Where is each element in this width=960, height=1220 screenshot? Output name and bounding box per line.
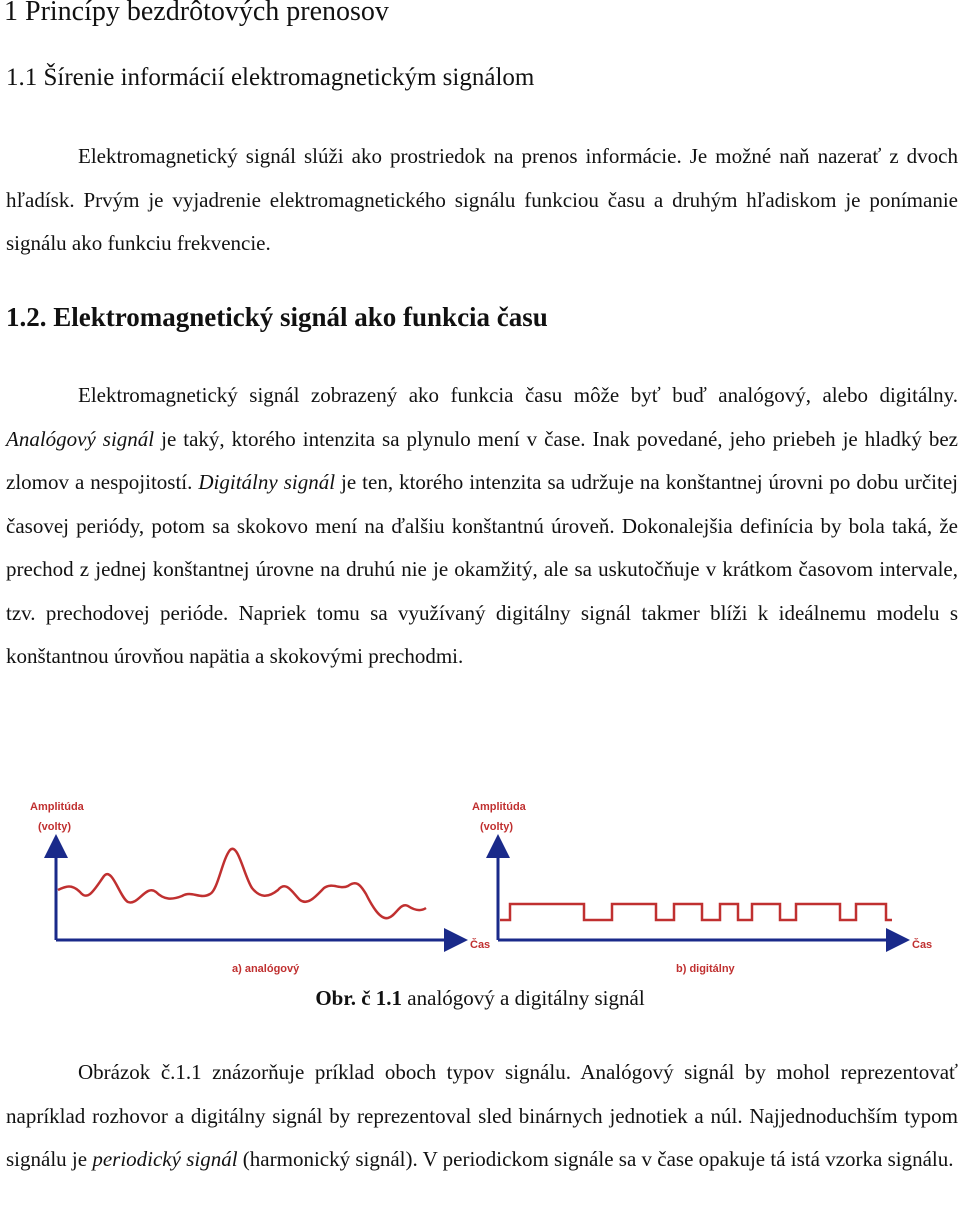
chapter-heading: 1 Princípy bezdrôtových prenosov [4,0,389,27]
figure-caption-number: Obr. č 1.1 [315,986,403,1010]
figure-caption [0,986,960,1011]
section-heading: 1.1 Šírenie informácií elektromagnetickým signálom [6,64,535,91]
description-text-1: Obrázok č.1.1 znázorňuje príklad oboch typov signálu. Analógový signál by mohol reprezentovať napríklad rozhovor a digitálny signál by reprezentoval sled binárnych jednotiek a núl. Najjednoduchším typom signálu je [6,1060,958,1171]
digital-ylabel: Amplitúda [472,801,526,813]
analog-xlabel: Čas [470,939,491,951]
figure-description-paragraph [6,1051,958,1182]
digital-xlabel: Čas [912,939,933,951]
digital-plot [472,801,932,975]
analog-term: Analógový signál [6,426,155,451]
signal-text-3: je ten, ktorého intenzita sa udržuje na konštantnej úrovni po dobu určitej časovej periódy, potom sa skokovo mení na ďalšiu konštantnú úroveň. Dokonalejšia definícia by bola taká, že prechod z jednej konštantnej úrovne na druhú nie je okamžitý, ale sa uskutočňuje v krátkom časovom intervale, tzv. prechodovej perióde. Napriek tomu sa využívaný digitálny signál takmer blíži k ideálnemu modelu s konštantnou úrovňou napätia a skokovými prechodmi. [6,470,958,668]
subsection-heading: 1.2. Elektromagnetický signál ako funkcia času [6,302,548,332]
analog-signal-curve [58,849,426,918]
intro-text: Elektromagnetický signál slúži ako prostriedok na prenos informácie. Je možné naň nazerať z dvoch hľadísk. Prvým je vyjadrenie elektromagnetického signálu funkciou času a druhým hľadiskom je ponímanie signálu ako funkciu frekvencie. [6,144,958,255]
analog-ylabel-unit: (volty) [38,821,71,833]
digital-ylabel-unit: (volty) [480,821,513,833]
analog-ylabel: Amplitúda [30,801,84,813]
signal-text-2: je taký, ktorého intenzita sa plynulo mení v čase. Inak povedané, jeho priebeh je hladký bez zlomov a nespojitostí. [6,426,958,494]
signal-paragraph [6,374,958,679]
signal-figure [0,780,960,980]
description-text-2: (harmonický signál). V periodickom signále sa v čase opakuje tá istá vzorka signálu. [237,1147,954,1171]
periodic-term: periodický signál [92,1147,238,1171]
intro-paragraph [6,135,958,266]
analog-plot [30,801,490,975]
digital-term: Digitálny signál [198,470,336,494]
digital-caption: b) digitálny [676,963,735,975]
digital-signal-wave [500,904,892,920]
signal-text-1: Elektromagnetický signál zobrazený ako funkcia času môže byť buď analógový, alebo digitálny. [78,383,958,407]
analog-caption: a) analógový [232,963,300,975]
figure-caption-text: analógový a digitálny signál [402,986,645,1010]
